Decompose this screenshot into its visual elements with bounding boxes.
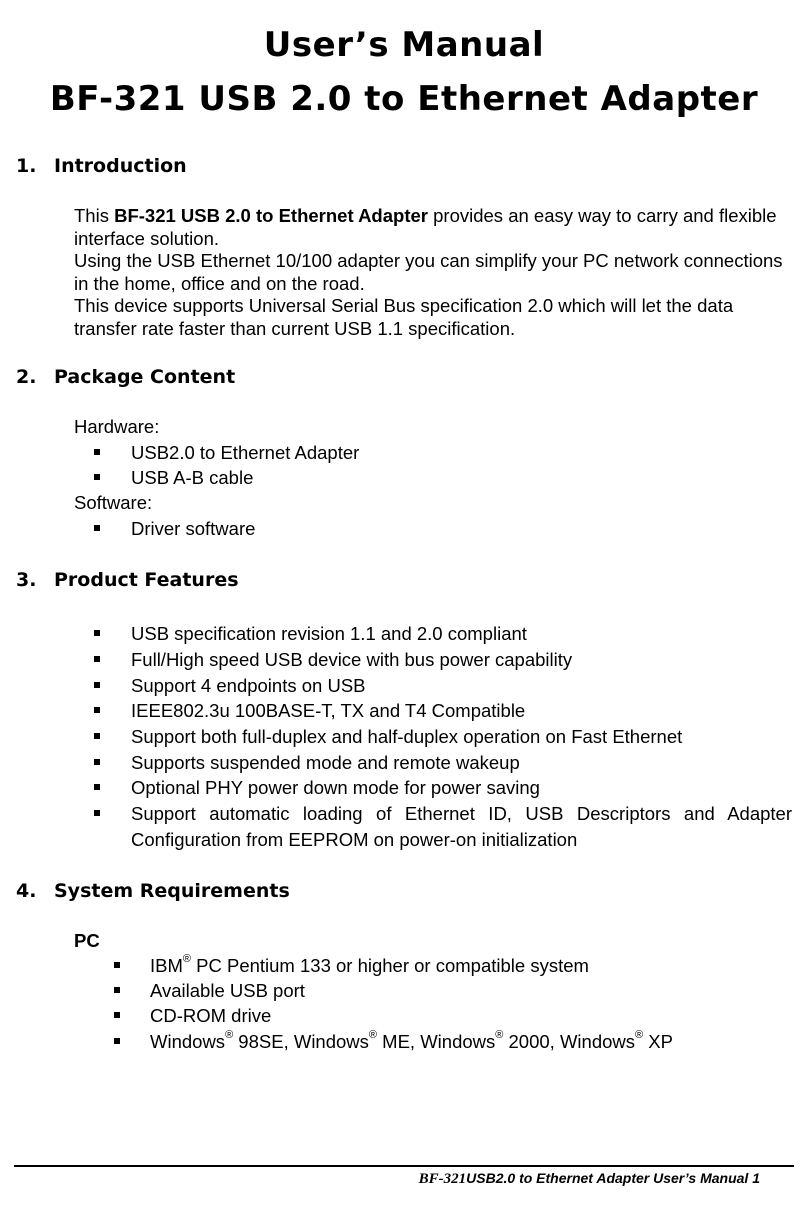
- bullet-icon: [94, 707, 100, 713]
- list-item: Available USB port: [150, 980, 305, 1001]
- list-item: CD-ROM drive: [150, 1005, 272, 1026]
- bullet-icon: [94, 759, 100, 765]
- software-label: Software:: [74, 492, 153, 513]
- footer-divider: [14, 1165, 794, 1167]
- document-title: User’s Manual: [263, 25, 545, 65]
- bullet-icon: [114, 1038, 120, 1044]
- section-heading-package-content: [16, 368, 235, 387]
- section-title: Package Content: [54, 366, 236, 388]
- list-item: Driver software: [131, 518, 256, 539]
- section-title: Introduction: [54, 155, 187, 177]
- intro-paragraph-3: This device supports Universal Serial Bus specification 2.0 which will let the data transfer rate faster than current USB 1.1 specification.: [74, 295, 734, 339]
- bullet-icon: [94, 525, 100, 531]
- section-title: Product Features: [54, 569, 239, 591]
- bullet-icon: [94, 810, 100, 816]
- pc-label: PC: [74, 930, 100, 951]
- footer-text: USB2.0 to Ethernet Adapter User’s Manual 1: [466, 1170, 760, 1186]
- section-number: 4.: [16, 880, 37, 902]
- bullet-icon: [114, 1012, 120, 1018]
- product-name: BF-321 USB 2.0 to Ethernet Adapter: [114, 205, 428, 226]
- bullet-icon: [114, 962, 120, 968]
- registered-mark: ®: [182, 953, 191, 965]
- list-item: Supports suspended mode and remote wakeup: [131, 752, 520, 773]
- bullet-icon: [94, 474, 100, 480]
- bullet-icon: [94, 656, 100, 662]
- bullet-icon: [94, 733, 100, 739]
- section-title: System Requirements: [54, 880, 290, 902]
- list-item: Support both full-duplex and half-duplex operation on Fast Ethernet: [131, 726, 683, 747]
- section-heading-system-requirements: [16, 882, 290, 901]
- bullet-icon: [94, 784, 100, 790]
- section-heading-product-features: [16, 571, 239, 590]
- bullet-icon: [114, 987, 120, 993]
- intro-paragraph-2: Using the USB Ethernet 10/100 adapter you can simplify your PC network connections in the home, office and on the road.: [74, 250, 783, 294]
- list-item: Windows® 98SE, Windows® ME, Windows® 2000, Windows® XP: [150, 1029, 673, 1052]
- list-item: IBM® PC Pentium 133 or higher or compatible system: [150, 953, 589, 976]
- hardware-label: Hardware:: [74, 416, 160, 437]
- list-item: Support 4 endpoints on USB: [131, 675, 366, 696]
- list-item: Support automatic loading of Ethernet ID, USB Descriptors and Adapter: [131, 803, 792, 824]
- list-item: USB specification revision 1.1 and 2.0 compliant: [131, 623, 527, 644]
- section-number: 1.: [16, 155, 37, 177]
- section-number: 2.: [16, 366, 37, 388]
- list-item: USB A-B cable: [131, 467, 254, 488]
- intro-paragraph-1: This BF-321 USB 2.0 to Ethernet Adapter provides an easy way to carry and flexible interface solution.: [74, 205, 777, 249]
- list-item: USB2.0 to Ethernet Adapter: [131, 442, 360, 463]
- page-footer: [419, 1170, 760, 1188]
- section-number: 3.: [16, 569, 37, 591]
- bullet-icon: [94, 682, 100, 688]
- list-item-continuation: Configuration from EEPROM on power-on initialization: [131, 829, 578, 850]
- bullet-icon: [94, 449, 100, 455]
- list-item: Full/High speed USB device with bus power capability: [131, 649, 573, 670]
- list-item: IEEE802.3u 100BASE-T, TX and T4 Compatible: [131, 700, 526, 721]
- list-item: Optional PHY power down mode for power saving: [131, 777, 540, 798]
- document-subtitle: BF-321 USB 2.0 to Ethernet Adapter: [49, 79, 759, 119]
- section-heading-introduction: [16, 157, 187, 176]
- bullet-icon: [94, 630, 100, 636]
- footer-model: BF-321: [418, 1171, 467, 1187]
